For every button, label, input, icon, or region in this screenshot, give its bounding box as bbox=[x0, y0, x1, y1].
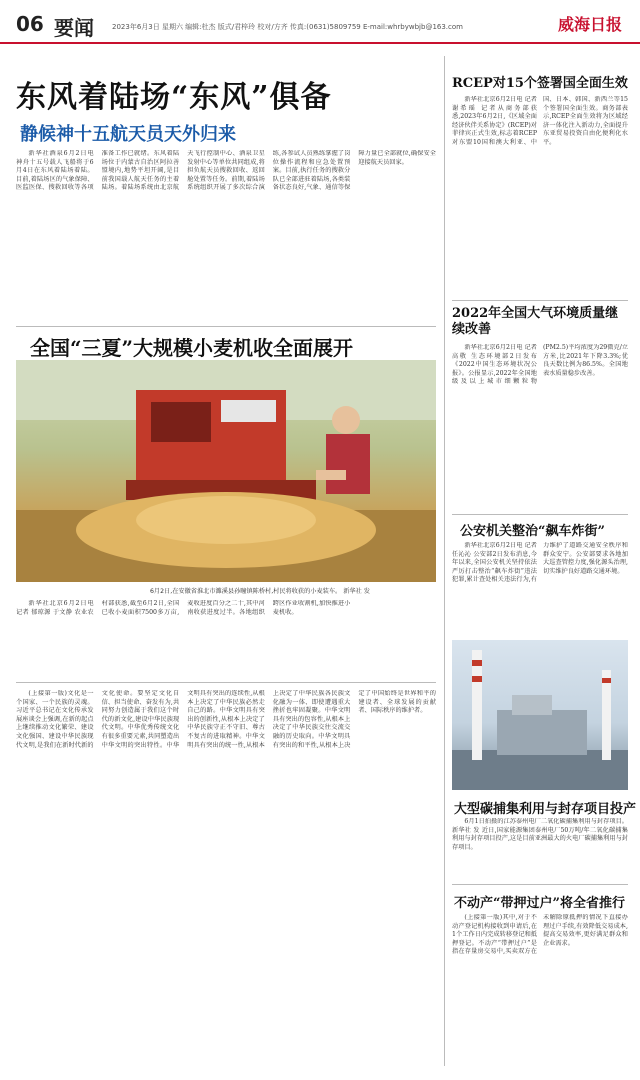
newspaper-logo: 威海日报 bbox=[557, 15, 622, 34]
air-body bbox=[452, 344, 628, 508]
column-divider bbox=[444, 56, 445, 1066]
section-title: 要闻 bbox=[54, 16, 94, 40]
lead-body bbox=[16, 150, 436, 320]
lead-paragraph: 新华社酒泉6月2日电 神舟十五号载人飞船将于6月4日在东风着陆场着陆。目前,着陆场区的气象保障、医监医保、搜救回收等各项准备工作已就绪。东风着陆场位于内蒙古自治区阿拉善盟境内,地势平坦开阔,是目前我国载人航天任务的主着陆场。着陆场系统由北京航天飞行控制中心、酒泉卫星发射中心等单位共同组成,将担负航天员搜救回收、返回舱处置等任务。前期,着陆场系统组织开展了多次综合演练,各参试人员熟练掌握了岗位操作流程和应急处置预案。目前,执行任务的搜救分队已全部进驻着陆场,各类装备状态良好,气象、通信等保障力量已全部就位,确保安全迎接航天员回家。 bbox=[16, 150, 436, 192]
wheat-body bbox=[16, 600, 436, 676]
lead-headline: 东风着陆场“东风”俱备 bbox=[16, 80, 332, 115]
rcep-paragraph: 新华社北京6月2日电 记者 谢希瑶 记者从商务部获悉,2023年6月2日,《区域全面经济伙伴关系协定》(RCEP)对菲律宾正式生效,标志着RCEP对东盟10国和澳大利亚、中国、日本、韩国、新西兰等15个签署国全面生效。商务部表示,RCEP全面生效将为区域经济一体化注入新动力,全面提升东亚贸易投资自由化便利化水平。 bbox=[452, 96, 628, 146]
wheat-paragraph: 新华社北京6月2日电 记者 郁琼源 于文静 农业农村部获悉,截至6月2日,全国已收小麦面积7500多万亩,麦收进度百分之二十,其中河南收获进度过半。各地组织跨区作业收割机,加快推进小麦机收。 bbox=[16, 600, 351, 616]
wheat-headline: 全国“三夏”大规模小麦机收全面展开 bbox=[30, 336, 354, 360]
carbon-headline: 大型碳捕集利用与封存项目投产 bbox=[454, 802, 637, 817]
police-headline: 公安机关整治“飙车炸街” bbox=[460, 524, 605, 539]
page-number: 06 bbox=[16, 12, 44, 36]
chimney-left bbox=[472, 650, 482, 760]
edition-meta: 2023年6月3日 星期六 编辑:杜杰 版式/君梓玲 校对/方齐 传真:(0631)5809759 E-mail:whrbywbjb@163.com bbox=[112, 23, 463, 31]
carbon-paragraph: 6月1日拍摄的江苏泰州电厂二氧化碳捕集利用与封存项目。新华社 发 近日,国家能源集团泰州电厂50万吨/年二氧化碳捕集利用与封存项目投产,这是目前亚洲最大的火电厂碳捕集利用与封存项目。 bbox=[452, 818, 628, 851]
lead-subhead: 静候神十五航天员天外归来 bbox=[20, 124, 236, 145]
section-rule bbox=[16, 326, 436, 327]
culture-body bbox=[16, 690, 436, 1066]
masthead bbox=[0, 0, 640, 44]
harvest-illustration bbox=[16, 360, 436, 582]
rcep-headline: RCEP对15个签署国全面生效 bbox=[452, 76, 628, 91]
rcep-body bbox=[452, 96, 628, 292]
section-rule bbox=[16, 682, 436, 683]
power-plant-photo bbox=[452, 640, 628, 790]
section-rule bbox=[452, 300, 628, 301]
police-body bbox=[452, 542, 628, 636]
wheat-harvest-photo bbox=[16, 360, 436, 582]
police-paragraph: 新华社北京6月2日电 记者 任沁沁 公安部2日发布消息,今年以来,全国公安机关坚持依法严厉打击整治“飙车炸街”违法犯罪,累计查处相关违法行为,有力维护了道路交通安全秩序和群众安宁。公安部要求各地加大巡查管控力度,强化源头治理,切实维护良好道路交通环境。 bbox=[452, 542, 628, 584]
plant-illustration bbox=[452, 640, 628, 790]
chimney-right bbox=[602, 670, 611, 760]
carbon-body bbox=[452, 818, 628, 878]
air-headline-text: 2022年全国大气环境质量继续改善 bbox=[452, 306, 619, 337]
air-paragraph: 新华社北京6月2日电 记者 高敬 生态环境部2日发布《2022中国生态环境状况公报》。公报显示,2022年全国地级及以上城市细颗粒物(PM2.5)平均浓度为29微克/立方米,比2021年下降3.3%;优良天数比例为86.5%。全国地表水质量稳步改善。 bbox=[452, 344, 628, 386]
finance-paragraph: (上接第一版)其中,对于不动产登记机构接收到申请后,在1个工作日内完成转移登记和抵押登记。不动产“带押过户”是指在存量房交易中,买卖双方在未解除原抵押的情况下直接办理过户手续,有效降低交易成本,提高交易效率,更好满足群众和企业需求。 bbox=[452, 914, 628, 956]
section-rule bbox=[452, 514, 628, 515]
section-rule bbox=[452, 884, 628, 885]
air-headline bbox=[452, 306, 628, 338]
finance-headline: 不动产“带押过户”将全省推行 bbox=[454, 896, 625, 911]
photo-caption: 6月2日,在安徽省淮北市濉溪县孙疃镇陈桥村,村民将收获的小麦装车。 新华社 发 bbox=[150, 588, 370, 595]
culture-paragraph: (上接第一版)文化是一个国家、一个民族的灵魂。习近平总书记在文化传承发展座谈会上强调,在新的起点上继续推动文化繁荣、建设文化强国、建设中华民族现代文明,是我们在新时代新的文化使命。要坚定文化自信、担当使命、奋发有为,共同努力创造属于我们这个时代的新文化,建设中华民族现代文明。中华优秀传统文化有很多重要元素,共同塑造出中华文明的突出特性。中华文明具有突出的连续性,从根本上决定了中华民族必然走自己的路。中华文明具有突出的创新性,从根本上决定了中华民族守正不守旧、尊古不复古的进取精神。中华文明具有突出的统一性,从根本上决定了中华民族各民族文化融为一体、即使遭遇重大挫折也牢固凝聚。中华文明具有突出的包容性,从根本上决定了中华民族交往交流交融的历史取向。中华文明具有突出的和平性,从根本上决定了中国始终是世界和平的建设者、全球发展的贡献者、国际秩序的维护者。 bbox=[16, 690, 436, 749]
finance-body bbox=[452, 914, 628, 1066]
